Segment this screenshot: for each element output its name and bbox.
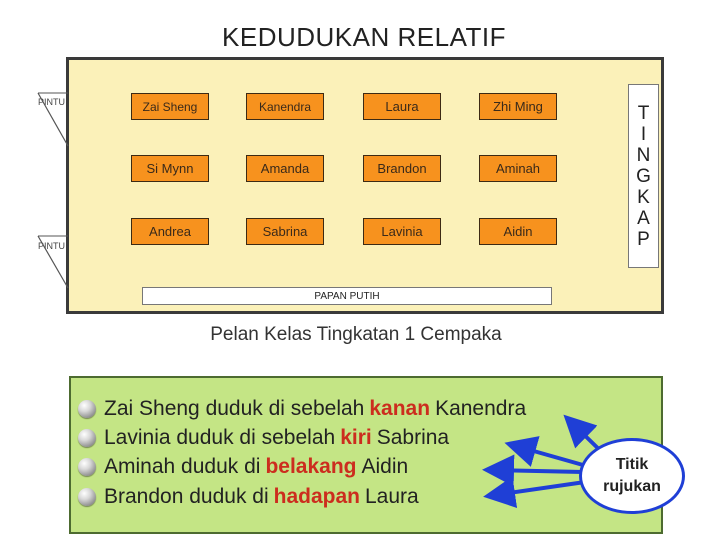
- seat-zhi-ming: Zhi Ming: [479, 93, 557, 120]
- reference-line1: Titik: [615, 456, 649, 473]
- stage-letter: P: [637, 228, 650, 250]
- statement-keyword: kiri: [340, 426, 372, 449]
- seat-laura: Laura: [363, 93, 441, 120]
- seat-lavinia: Lavinia: [363, 218, 441, 245]
- arrow-icon: [516, 446, 583, 465]
- reference-line2: rujukan: [603, 478, 661, 495]
- stage-letter: I: [640, 123, 647, 145]
- statement-keyword: hadapan: [273, 485, 360, 508]
- statement-text: Zai Sheng duduk di sebelah: [104, 397, 365, 420]
- reference-point-bubble: [579, 438, 685, 514]
- statement-text: Aminah duduk di: [104, 455, 261, 478]
- stage-letter: T: [637, 102, 650, 124]
- seat-si-mynn: Si Mynn: [131, 155, 209, 182]
- stage-letter: K: [637, 186, 650, 208]
- door-label-top: PINTU: [38, 97, 65, 107]
- seat-brandon: Brandon: [363, 155, 441, 182]
- statement-keyword: kanan: [369, 397, 431, 420]
- seat-aidin: Aidin: [479, 218, 557, 245]
- arrow-icon: [494, 470, 583, 472]
- door-label-bottom: PINTU: [38, 241, 65, 251]
- stage-letter: N: [636, 144, 651, 166]
- seat-amanda: Amanda: [246, 155, 324, 182]
- statement-text: Laura: [365, 485, 419, 508]
- seat-sabrina: Sabrina: [246, 218, 324, 245]
- statement-text: Aidin: [361, 455, 409, 478]
- stage-letter: A: [637, 207, 650, 229]
- seat-zai-sheng: Zai Sheng: [131, 93, 209, 120]
- stage-letter: G: [636, 165, 651, 187]
- page-title: KEDUDUKAN RELATIF: [222, 22, 506, 52]
- seat-aminah: Aminah: [479, 155, 557, 182]
- statement-text: Brandon duduk di: [104, 485, 269, 508]
- statement-text: Kanendra: [435, 397, 527, 420]
- statement-keyword: belakang: [265, 455, 357, 478]
- arrow-icon: [495, 482, 585, 495]
- statement-text: Sabrina: [376, 426, 450, 449]
- statement-text: Lavinia duduk di sebelah: [104, 426, 336, 449]
- whiteboard: PAPAN PUTIH: [142, 287, 552, 305]
- seat-kanendra: Kanendra: [246, 93, 324, 120]
- seat-andrea: Andrea: [131, 218, 209, 245]
- plan-caption: Pelan Kelas Tingkatan 1 Cempaka: [210, 324, 502, 345]
